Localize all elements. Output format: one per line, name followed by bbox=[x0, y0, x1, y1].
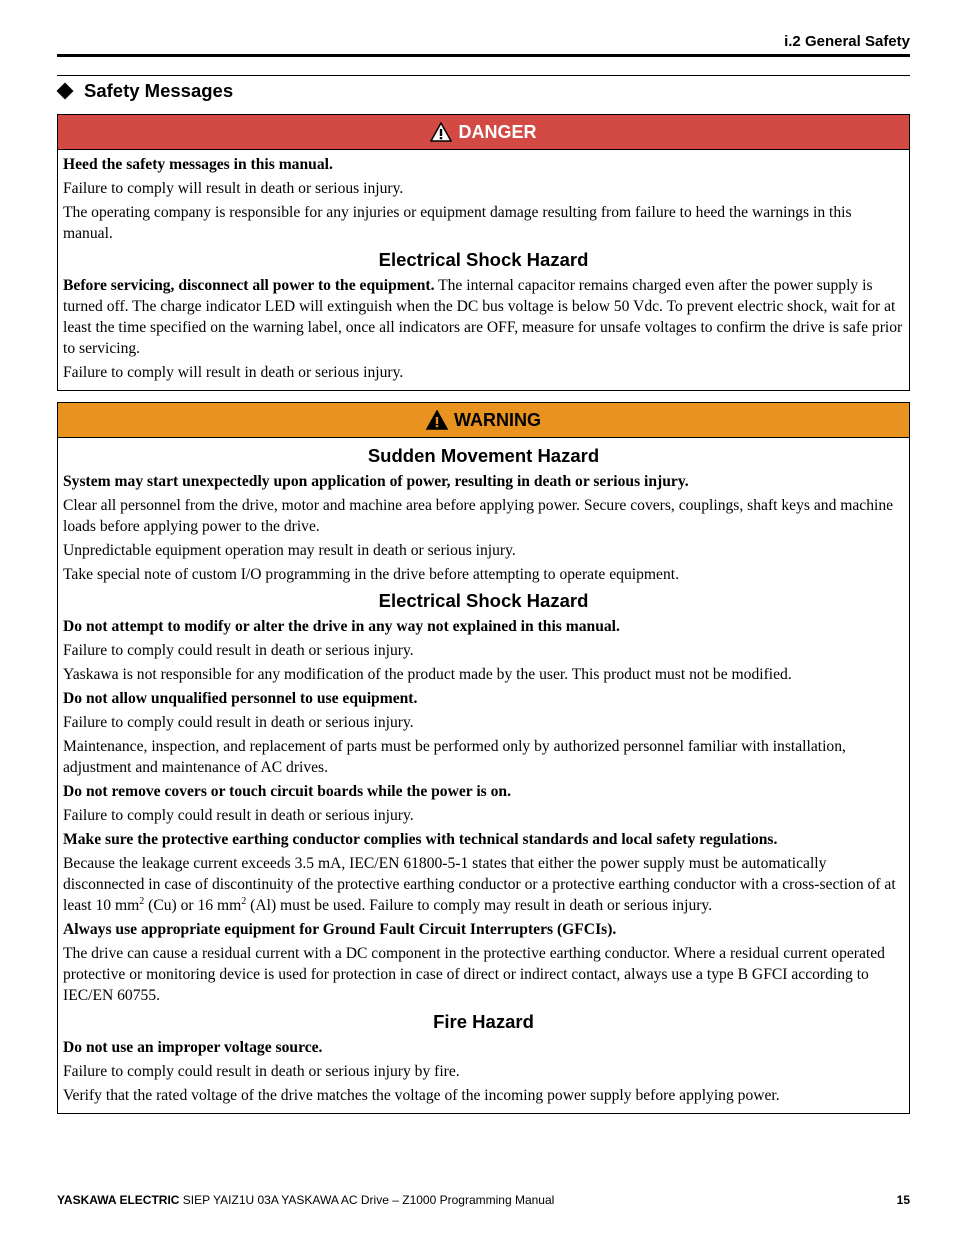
warning-s1-p3: Take special note of custom I/O programming in the drive before attempting to operate equipment. bbox=[63, 566, 679, 583]
danger-heed: Heed the safety messages in this manual. bbox=[63, 156, 333, 173]
danger-banner bbox=[58, 115, 909, 150]
warning-e4-text-c: (Al) must be used. Failure to comply may result in death or serious injury. bbox=[246, 897, 713, 914]
warning-f1-bold: Do not use an improper voltage source. bbox=[63, 1039, 323, 1056]
warning-e2-p1: Failure to comply could result in death or serious injury. bbox=[63, 714, 414, 731]
warning-e2-bold: Do not allow unqualified personnel to use equipment. bbox=[63, 690, 418, 707]
superscript-2: 2 bbox=[139, 895, 145, 907]
warning-e3-p1: Failure to comply could result in death or serious injury. bbox=[63, 807, 414, 824]
danger-label: DANGER bbox=[458, 121, 537, 142]
danger-operating-company: The operating company is responsible for any injuries or equipment damage resulting from failure to heed the warnings in this manual. bbox=[63, 204, 852, 242]
superscript-2: 2 bbox=[241, 895, 247, 907]
danger-failure-2: Failure to comply will result in death or serious injury. bbox=[63, 364, 404, 381]
warning-f1-p2: Verify that the rated voltage of the drive matches the voltage of the incoming power supply before applying power. bbox=[63, 1087, 780, 1104]
footer-brand: YASKAWA ELECTRIC bbox=[57, 1193, 180, 1207]
page-number: 15 bbox=[896, 1193, 910, 1207]
warning-s1-bold: System may start unexpectedly upon application of power, resulting in death or serious injury. bbox=[63, 473, 689, 490]
warning-e1-bold: Do not attempt to modify or alter the drive in any way not explained in this manual. bbox=[63, 618, 620, 635]
diamond-bullet-icon bbox=[57, 83, 74, 100]
warning-box bbox=[57, 402, 910, 1114]
warning-electrical-heading: Electrical Shock Hazard bbox=[378, 590, 589, 611]
warning-label: WARNING bbox=[454, 409, 541, 430]
header-rule bbox=[57, 54, 910, 57]
warning-e3-bold: Do not remove covers or touch circuit boards while the power is on. bbox=[63, 783, 511, 800]
warning-e5-p1: The drive can cause a residual current with a DC component in the protective earthing conductor. Where a residual current operated protective or monitoring device is used for protection in case of direct or indirect contact, always use a type B GFCI according to IEC/EN 60755. bbox=[63, 945, 885, 1004]
danger-servicing-text: The internal capacitor remains charged even after the power supply is turned off. The charge indicator LED will extinguish when the DC bus voltage is below 50 Vdc. To prevent electric shock, wait for at least the time specified on the warning label, once all indicators are OFF, measure for unsafe voltages to confirm the drive is safe prior to servicing. bbox=[63, 277, 903, 357]
danger-failure: Failure to comply will result in death or serious injury. bbox=[63, 180, 404, 197]
fire-hazard-heading: Fire Hazard bbox=[433, 1011, 534, 1032]
warning-e1-p1: Failure to comply could result in death or serious injury. bbox=[63, 642, 414, 659]
warning-e4-text-b: (Cu) or 16 mm bbox=[144, 897, 242, 914]
warning-e4-text-a: Because the leakage current exceeds 3.5 mA, IEC/EN 61800-5-1 states that either the power supply must be automatically disconnected in case of discontinuity of the protective earthing conductor or a protective earthing conductor with a cross-section of at least 10 mm bbox=[63, 855, 896, 914]
warning-e2-p2: Maintenance, inspection, and replacement of parts must be performed only by authorized personnel familiar with installation, adjustment and maintenance of AC drives. bbox=[63, 738, 846, 776]
warning-s1-p1: Clear all personnel from the drive, motor and machine area before applying power. Secure covers, couplings, shaft keys and machine loads before applying power to the drive. bbox=[63, 497, 894, 535]
danger-box bbox=[57, 114, 910, 391]
section-title: Safety Messages bbox=[84, 80, 234, 101]
running-header: i.2 General Safety bbox=[784, 33, 910, 50]
header-rule-thin bbox=[57, 75, 910, 76]
danger-electrical-heading: Electrical Shock Hazard bbox=[378, 249, 589, 270]
warning-e4-p1 bbox=[63, 853, 904, 916]
warning-triangle-icon bbox=[426, 410, 448, 430]
warning-e1-p2: Yaskawa is not responsible for any modification of the product made by the user. This product must not be modified. bbox=[63, 666, 792, 683]
warning-s1-p2: Unpredictable equipment operation may result in death or serious injury. bbox=[63, 542, 516, 559]
danger-servicing-bold: Before servicing, disconnect all power to the equipment. bbox=[63, 277, 435, 294]
sudden-movement-heading: Sudden Movement Hazard bbox=[367, 445, 600, 466]
warning-banner bbox=[58, 403, 909, 438]
section-heading bbox=[57, 80, 233, 102]
warning-e5-bold: Always use appropriate equipment for Ground Fault Circuit Interrupters (GFCIs). bbox=[63, 921, 617, 938]
danger-servicing bbox=[63, 275, 904, 359]
footer-doc-title: SIEP YAIZ1U 03A YASKAWA AC Drive – Z1000 Programming Manual bbox=[179, 1193, 555, 1207]
warning-triangle-icon bbox=[430, 122, 452, 142]
warning-e4-bold: Make sure the protective earthing conductor complies with technical standards and local safety regulations. bbox=[63, 831, 778, 848]
warning-f1-p1: Failure to comply could result in death or serious injury by fire. bbox=[63, 1063, 460, 1080]
page-footer bbox=[57, 1193, 910, 1207]
